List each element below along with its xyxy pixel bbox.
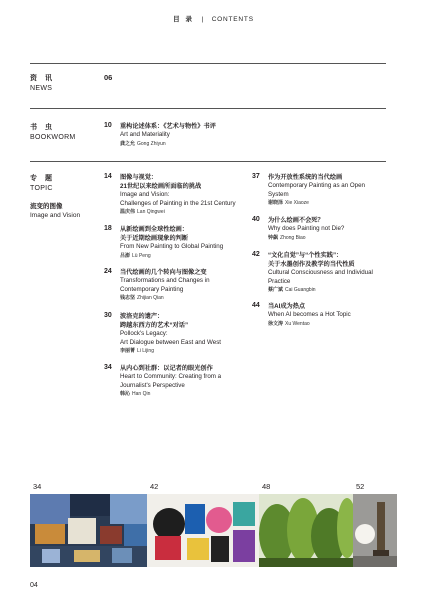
section-topic-label — [30, 173, 80, 219]
toc-entry[interactable] — [104, 312, 244, 355]
entry-title-zh: 从内心到社群：以记者的眼光创作 — [120, 365, 213, 372]
entry-title-zh: 跨越东西方的艺术“对话” — [120, 322, 189, 329]
toc-entry[interactable] — [252, 251, 402, 294]
bookworm-entry[interactable] — [104, 122, 304, 148]
toc-entry[interactable] — [104, 268, 244, 302]
entry-page: 14 — [104, 173, 112, 180]
entry-author: 钟飙 Zhong Biao — [268, 234, 306, 241]
entry-title-zh: 21世纪以来绘画所面临的挑战 — [120, 183, 202, 190]
entry-title-en: Why does Painting not Die? — [268, 225, 345, 232]
toc-entry[interactable] — [252, 173, 392, 207]
entry-title-zh: 当AI成为热点 — [268, 303, 306, 310]
topic-en: TOPIC — [30, 185, 53, 192]
folio-page-number: 04 — [30, 582, 38, 589]
entry-page: 42 — [252, 251, 260, 258]
lamp-sculpture-photo-icon[interactable] — [353, 494, 397, 567]
news-zh: 资 讯 — [30, 75, 55, 82]
news-en: NEWS — [30, 85, 53, 92]
entry-title-zh: 重构论述体系：《艺术与物性》书评 — [120, 123, 216, 130]
topic-subtitle-en: Image and Vision — [30, 212, 81, 219]
header-separator: | — [201, 16, 205, 23]
strip-page-number: 52 — [356, 482, 365, 491]
entry-title-en: Cultural Consciousness and Individual — [268, 269, 373, 276]
entry-author: 龚之允 Gong Zhiyun — [120, 140, 166, 147]
entry-page: 44 — [252, 302, 260, 309]
entry-page: 10 — [104, 122, 112, 129]
entry-author: 钱志坚 Zhijian Qian — [120, 295, 164, 301]
divider-bookworm — [30, 161, 386, 162]
topic-zh: 专 题 — [30, 175, 55, 182]
entry-title-en: Journalist's Perspective — [120, 381, 185, 389]
entry-title-zh: 当代绘画的几个转向与图像之变 — [120, 269, 207, 276]
entry-title-en: System — [268, 190, 289, 198]
strip-page-number: 34 — [33, 482, 42, 491]
entry-title-zh: 从新绘画到全球性绘画： — [120, 226, 189, 233]
entry-title-zh: 波洛克的遗产： — [120, 313, 164, 320]
entry-title-zh: “文化自觉”与“个性实践”： — [268, 252, 343, 259]
entry-page: 24 — [104, 268, 112, 275]
toc-entry[interactable] — [252, 216, 392, 242]
entry-title-en: Art Dialogue between East and West — [120, 338, 222, 346]
news-page-number: 06 — [104, 73, 113, 82]
entry-page: 18 — [104, 225, 112, 232]
entry-author: 徐文涛 Xu Wentao — [268, 320, 310, 327]
contents-header — [0, 14, 427, 23]
toc-entry[interactable] — [104, 364, 244, 398]
header-en: CONTENTS — [211, 16, 254, 23]
entry-title-en: Transformations and Changes in — [120, 277, 210, 284]
entry-title-en: Contemporary Painting as an Open — [268, 182, 365, 189]
strip-page-number: 42 — [150, 482, 159, 491]
entry-author: 吕澎 Lü Peng — [120, 252, 151, 259]
abstract-painting-icon[interactable] — [147, 494, 259, 567]
header-zh: 目 录 — [173, 16, 194, 23]
entry-title-zh: 图像与视觉： — [120, 174, 158, 181]
bookworm-en: BOOKWORM — [30, 134, 76, 141]
entry-title-en: Contemporary Painting — [120, 285, 184, 293]
entry-author: 李丽菁 Li Lijing — [120, 348, 154, 354]
entry-author: 蔡广斌 Cai Guangbin — [268, 287, 316, 293]
section-bookworm-label — [30, 122, 76, 141]
strip-page-number: 48 — [262, 482, 271, 491]
entry-title-en: From New Painting to Global Painting — [120, 243, 224, 250]
entry-title-en: Image and Vision: — [120, 191, 170, 198]
bookworm-zh: 书 虫 — [30, 124, 55, 131]
plants-photo-icon[interactable] — [259, 494, 353, 567]
entry-title-en: Challenges of Painting in the 21st Century — [120, 199, 236, 207]
entry-page: 34 — [104, 364, 112, 371]
entry-author: 温庆伟 Lan Qingwei — [120, 209, 165, 215]
section-news-label — [30, 73, 55, 92]
entry-title-en: Pollock's Legacy: — [120, 330, 168, 337]
toc-entry[interactable] — [104, 225, 244, 260]
topic-subtitle-zh: 流变的图像 — [30, 203, 63, 210]
entry-title-zh: 关于近期绘画现象的判断 — [120, 235, 189, 242]
entry-title-en: Art and Materiality — [120, 131, 170, 138]
entry-author: 谢晓泽 Xie Xiaoze — [268, 200, 309, 206]
entry-title-zh: 作为开放性系统的当代绘画 — [268, 174, 343, 181]
entry-title-en: Heart to Community: Creating from a — [120, 373, 222, 380]
entry-author: 韩沁 Han Qin — [120, 391, 151, 397]
divider-top — [30, 63, 386, 64]
divider-news — [30, 108, 386, 109]
entry-title-en: When AI becomes a Hot Topic — [268, 311, 351, 318]
toc-entry[interactable] — [104, 173, 244, 216]
installation-photo-icon[interactable] — [30, 494, 147, 567]
entry-title-zh: 为什么绘画不会死？ — [268, 217, 324, 224]
entry-page: 40 — [252, 216, 260, 223]
toc-entry[interactable] — [252, 302, 392, 328]
entry-page: 30 — [104, 312, 112, 319]
entry-title-zh: 关于水墨创作及教学的当代性质 — [268, 261, 355, 268]
entry-page: 37 — [252, 173, 260, 180]
entry-title-en: Practice — [268, 277, 291, 285]
